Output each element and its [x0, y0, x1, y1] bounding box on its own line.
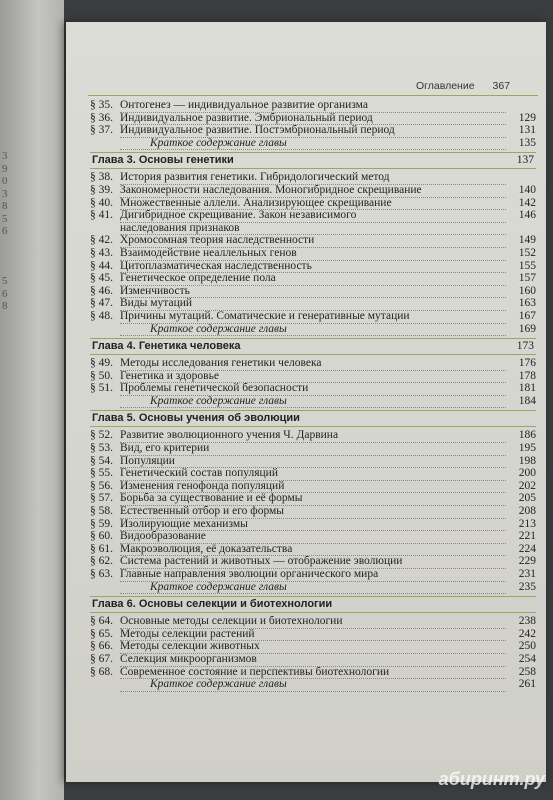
- section-title: Естественный отбор и его формы: [120, 506, 506, 519]
- section-page: 186: [518, 429, 536, 442]
- section-title: История развития генетики. Гибридологический метод: [120, 172, 506, 185]
- toc-entry: [90, 569, 536, 582]
- chapter-heading: [90, 410, 536, 427]
- section-title: Дигибридное скрещивание. Закон независимого: [120, 210, 506, 223]
- section-number: § 50.: [90, 369, 113, 382]
- toc-entry: [90, 383, 536, 396]
- toc-entry: [90, 298, 536, 311]
- chapter-summary-entry: [90, 396, 536, 409]
- toc-entry: [90, 286, 536, 299]
- facing-page-digits: 3 9 0 3 8 5 6 5 6 8: [2, 150, 8, 312]
- section-page: 167: [518, 309, 536, 322]
- section-number: § 39.: [90, 183, 113, 196]
- toc-entry: [90, 519, 536, 532]
- section-number: § 68.: [90, 665, 113, 678]
- toc-entry: [90, 185, 536, 198]
- section-page: 181: [518, 382, 536, 395]
- chapter-heading: [90, 596, 536, 613]
- section-number: § 58.: [90, 505, 113, 518]
- toc-entry: [90, 125, 536, 138]
- section-number: § 60.: [90, 530, 113, 543]
- section-number: § 66.: [90, 640, 113, 653]
- section-page: 198: [518, 454, 536, 467]
- section-page: 169: [518, 322, 536, 335]
- section-number: § 64.: [90, 615, 113, 628]
- section-page: 155: [518, 259, 536, 272]
- section-number: § 52.: [90, 429, 113, 442]
- toc-entry: [90, 616, 536, 629]
- section-title: Генетический состав популяций: [120, 468, 506, 481]
- toc-entry: [90, 311, 536, 324]
- toc-entry: [90, 273, 536, 286]
- section-number: § 62.: [90, 555, 113, 568]
- section-title: Краткое содержание главы: [120, 396, 506, 409]
- section-page: 261: [518, 678, 536, 691]
- section-number: § 67.: [90, 652, 113, 665]
- section-number: § 59.: [90, 517, 113, 530]
- toc-entry: [90, 641, 536, 654]
- toc-entry: [90, 172, 536, 185]
- section-number: § 42.: [90, 234, 113, 247]
- section-page: 258: [518, 665, 536, 678]
- toc-entry: [90, 371, 536, 384]
- section-title: Краткое содержание главы: [120, 582, 506, 595]
- section-title: Причины мутаций. Соматические и генеративные мутации: [120, 311, 506, 324]
- section-number: § 35.: [90, 99, 113, 111]
- toc-entry: [90, 531, 536, 544]
- toc-entry: [90, 261, 536, 274]
- chapter-title: Глава 5. Основы учения об эволюции: [92, 412, 300, 425]
- facing-page-edge: [0, 0, 64, 800]
- book-page: [66, 22, 546, 782]
- section-title: Онтогенез — индивидуальное развитие организма: [120, 100, 506, 113]
- section-page: 152: [518, 246, 536, 259]
- section-title: Цитоплазматическая наследственность: [120, 261, 506, 274]
- toc-entry: [90, 667, 536, 680]
- section-title: Изолирующие механизмы: [120, 519, 506, 532]
- section-page: 229: [518, 555, 536, 568]
- section-title: Краткое содержание главы: [120, 138, 506, 151]
- watermark: абиринт.ру: [438, 769, 545, 789]
- toc-entry: [90, 248, 536, 261]
- section-number: § 37.: [90, 124, 113, 137]
- section-page: 135: [518, 136, 536, 149]
- section-title: Методы селекции животных: [120, 641, 506, 654]
- chapter-page: [504, 411, 534, 426]
- chapter-page: [504, 597, 534, 612]
- chapter-summary-entry: [90, 582, 536, 595]
- chapter-summary-entry: [90, 679, 536, 692]
- section-number: § 41.: [90, 209, 113, 222]
- section-title: Хромосомная теория наследственности: [120, 235, 506, 248]
- chapter-heading: [90, 338, 536, 355]
- running-header: [416, 80, 510, 92]
- section-page: 254: [518, 652, 536, 665]
- section-title: Видообразование: [120, 531, 506, 544]
- section-number: § 63.: [90, 568, 113, 580]
- section-number: § 54.: [90, 454, 113, 467]
- section-page: 142: [518, 196, 536, 209]
- section-number: § 48.: [90, 309, 113, 322]
- chapter-page: 173: [516, 340, 534, 353]
- toc-entry: [90, 556, 536, 569]
- section-title: Краткое содержание главы: [120, 679, 506, 692]
- toc-entry: [90, 223, 536, 236]
- section-page: 160: [518, 284, 536, 297]
- section-number: § 36.: [90, 111, 113, 124]
- section-number: § 57.: [90, 492, 113, 505]
- section-page: 200: [518, 467, 536, 480]
- section-title: наследования признаков: [120, 223, 506, 236]
- chapter-summary-entry: [90, 324, 536, 337]
- chapter-page: 137: [516, 154, 534, 167]
- section-page: 157: [518, 272, 536, 285]
- toc-entry: [90, 481, 536, 494]
- section-title: Генетическое определение пола: [120, 273, 506, 286]
- section-title: Главные направления эволюции органического мира: [120, 569, 506, 582]
- section-page: 178: [518, 369, 536, 382]
- chapter-title: Глава 3. Основы генетики: [92, 154, 234, 167]
- section-number: § 46.: [90, 284, 113, 297]
- section-page: 238: [518, 615, 536, 628]
- section-page: 224: [518, 542, 536, 555]
- toc-entry: [90, 493, 536, 506]
- section-number: § 61.: [90, 542, 113, 555]
- section-page: 176: [518, 357, 536, 370]
- section-title: Индивидуальное развитие. Постэмбриональный период: [120, 125, 506, 138]
- section-number: § 53.: [90, 442, 113, 455]
- section-page: 184: [518, 394, 536, 407]
- section-title: Вид, его критерии: [120, 443, 506, 456]
- page-number: 367: [492, 80, 511, 92]
- section-page: 149: [518, 234, 536, 247]
- section-title: Современное состояние и перспективы биотехнологии: [120, 667, 506, 680]
- section-title: Борьба за существование и её формы: [120, 493, 506, 506]
- section-title: Методы исследования генетики человека: [120, 358, 506, 371]
- toc-entry: [90, 654, 536, 667]
- header-rule: [88, 95, 538, 96]
- toc-entry: [90, 113, 536, 126]
- section-number: § 49.: [90, 357, 113, 370]
- section-page: 202: [518, 479, 536, 492]
- section-title: Проблемы генетической безопасности: [120, 383, 506, 396]
- toc-entry: [90, 443, 536, 456]
- section-number: § 44.: [90, 259, 113, 272]
- toc-entry: [90, 100, 536, 113]
- section-number: § 56.: [90, 479, 113, 492]
- section-page: 221: [518, 530, 536, 543]
- section-number: § 65.: [90, 627, 113, 640]
- section-number: § 38.: [90, 171, 113, 184]
- section-title: Основные методы селекции и биотехнологии: [120, 616, 506, 629]
- section-page: 163: [518, 297, 536, 310]
- section-title: Взаимодействие неаллельных генов: [120, 248, 506, 261]
- section-page: 195: [518, 442, 536, 455]
- chapter-heading: [90, 152, 536, 169]
- chapter-title: Глава 4. Генетика человека: [92, 340, 241, 353]
- toc-entry: [90, 629, 536, 642]
- toc-entry: [90, 198, 536, 211]
- section-page: 213: [518, 517, 536, 530]
- toc-entry: [90, 544, 536, 557]
- toc-entry: [90, 468, 536, 481]
- section-page: 231: [518, 568, 536, 580]
- toc-entry: [90, 358, 536, 371]
- section-number: § 40.: [90, 196, 113, 209]
- section-page: 242: [518, 627, 536, 640]
- section-page: 205: [518, 492, 536, 505]
- section-number: § 45.: [90, 272, 113, 285]
- section-title: Система растений и животных — отображение эволюции: [120, 556, 506, 569]
- section-title: Изменения генофонда популяций: [120, 481, 506, 494]
- table-of-contents: [90, 100, 536, 692]
- section-page: 250: [518, 640, 536, 653]
- section-number: § 55.: [90, 467, 113, 480]
- section-title: Индивидуальное развитие. Эмбриональный период: [120, 113, 506, 126]
- section-title: Методы селекции растений: [120, 629, 506, 642]
- section-title: Краткое содержание главы: [120, 324, 506, 337]
- chapter-title: Глава 6. Основы селекции и биотехнологии: [92, 598, 333, 611]
- section-page: 146: [518, 209, 536, 222]
- section-title: Макроэволюция, её доказательства: [120, 544, 506, 557]
- section-page: 129: [518, 111, 536, 124]
- toc-entry: [90, 210, 536, 223]
- section-title: Популяции: [120, 456, 506, 469]
- toc-entry: [90, 235, 536, 248]
- section-page: 208: [518, 505, 536, 518]
- section-title: Виды мутаций: [120, 298, 506, 311]
- section-number: § 51.: [90, 382, 113, 395]
- running-header-title: Оглавление: [416, 80, 475, 92]
- section-title: Генетика и здоровье: [120, 371, 506, 384]
- section-page: 235: [518, 580, 536, 593]
- section-page: 131: [518, 124, 536, 137]
- section-title: Изменчивость: [120, 286, 506, 299]
- chapter-summary-entry: [90, 138, 536, 151]
- section-title: Селекция микроорганизмов: [120, 654, 506, 667]
- section-title: Множественные аллели. Анализирующее скрещивание: [120, 198, 506, 211]
- section-title: Закономерности наследования. Моногибридное скрещивание: [120, 185, 506, 198]
- toc-entry: [90, 506, 536, 519]
- toc-entry: [90, 456, 536, 469]
- section-title: Развитие эволюционного учения Ч. Дарвина: [120, 430, 506, 443]
- section-number: § 47.: [90, 297, 113, 310]
- toc-entry: [90, 430, 536, 443]
- section-page: 140: [518, 183, 536, 196]
- section-number: § 43.: [90, 246, 113, 259]
